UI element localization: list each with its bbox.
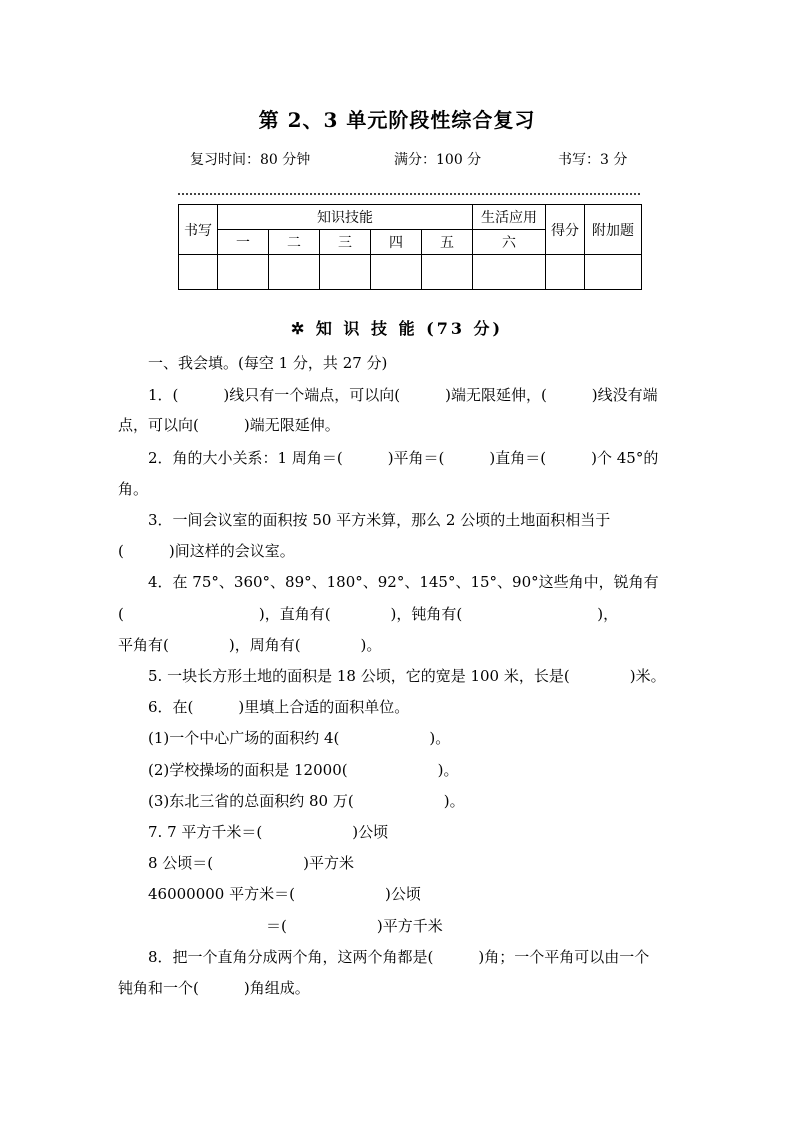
life-header: 生活应用: [473, 205, 546, 230]
question-line: ＝( )平方千米: [266, 917, 443, 935]
question-line: 6．在( )里填上合适的面积单位。: [148, 698, 410, 716]
review-time: 复习时间：80 分钟: [190, 152, 311, 168]
question-line: ( )，直角有( )，钝角有( )，: [118, 605, 619, 623]
score-cell: [585, 255, 642, 290]
page-title: 第 2、3 单元阶段性综合复习: [258, 108, 536, 132]
question-line: 3．一间会议室的面积按 50 平方米算，那么 2 公顷的土地面积相当于: [148, 511, 611, 529]
writing-score: 书写：3 分: [558, 152, 628, 168]
col-6: 六: [473, 230, 546, 255]
dotted-divider: [178, 193, 640, 195]
col-3: 三: [320, 230, 371, 255]
question-line: (2)学校操场的面积是 12000( )。: [148, 761, 459, 779]
score-cell: [371, 255, 422, 290]
question-line: (3)东北三省的总面积约 80 万( )。: [148, 792, 465, 810]
score-table: [178, 204, 642, 290]
question-line: 4．在 75°、360°、89°、180°、92°、145°、15°、90°这些角中，锐角有: [148, 573, 659, 591]
question-line: 8 公顷＝( )平方米: [148, 854, 355, 872]
knowledge-header: 知识技能: [218, 205, 473, 230]
question-line: 46000000 平方米＝( )公顷: [148, 885, 421, 903]
col-2: 二: [269, 230, 320, 255]
question-line: 7. 7 平方千米＝( )公顷: [148, 823, 389, 841]
score-cell: [179, 255, 218, 290]
question-line: 5. 一块长方形土地的面积是 18 公顷，它的宽是 100 米，长是( )米。: [148, 667, 666, 685]
col-5: 五: [422, 230, 473, 255]
section-title: ✲ 知 识 技 能 (73 分): [290, 319, 504, 338]
writing-header: 书写: [179, 205, 218, 255]
question-line: 平角有( )，周角有( )。: [118, 636, 382, 654]
score-cell: [473, 255, 546, 290]
full-score: 满分：100 分: [394, 152, 482, 168]
score-cell: [422, 255, 473, 290]
col-4: 四: [371, 230, 422, 255]
question-line: 1．( )线只有一个端点，可以向( )端无限延伸，( )线没有端: [148, 386, 658, 404]
question-line: 角。: [118, 480, 149, 498]
score-cell: [546, 255, 585, 290]
score-cell: [320, 255, 371, 290]
question-line: 点，可以向( )端无限延伸。: [118, 416, 340, 434]
question-line: 2．角的大小关系：1 周角＝( )平角＝( )直角＝( )个 45°的: [148, 449, 659, 467]
part-heading: 一、我会填。(每空 1 分，共 27 分): [148, 354, 388, 372]
score-cell: [218, 255, 269, 290]
extra-header: 附加题: [585, 205, 642, 255]
question-line: 钝角和一个( )角组成。: [118, 979, 310, 997]
score-header: 得分: [546, 205, 585, 255]
col-1: 一: [218, 230, 269, 255]
question-line: ( )间这样的会议室。: [118, 542, 295, 560]
score-cell: [269, 255, 320, 290]
question-line: 8．把一个直角分成两个角，这两个角都是( )角；一个平角可以由一个: [148, 948, 650, 966]
question-line: (1)一个中心广场的面积约 4( )。: [148, 729, 451, 747]
